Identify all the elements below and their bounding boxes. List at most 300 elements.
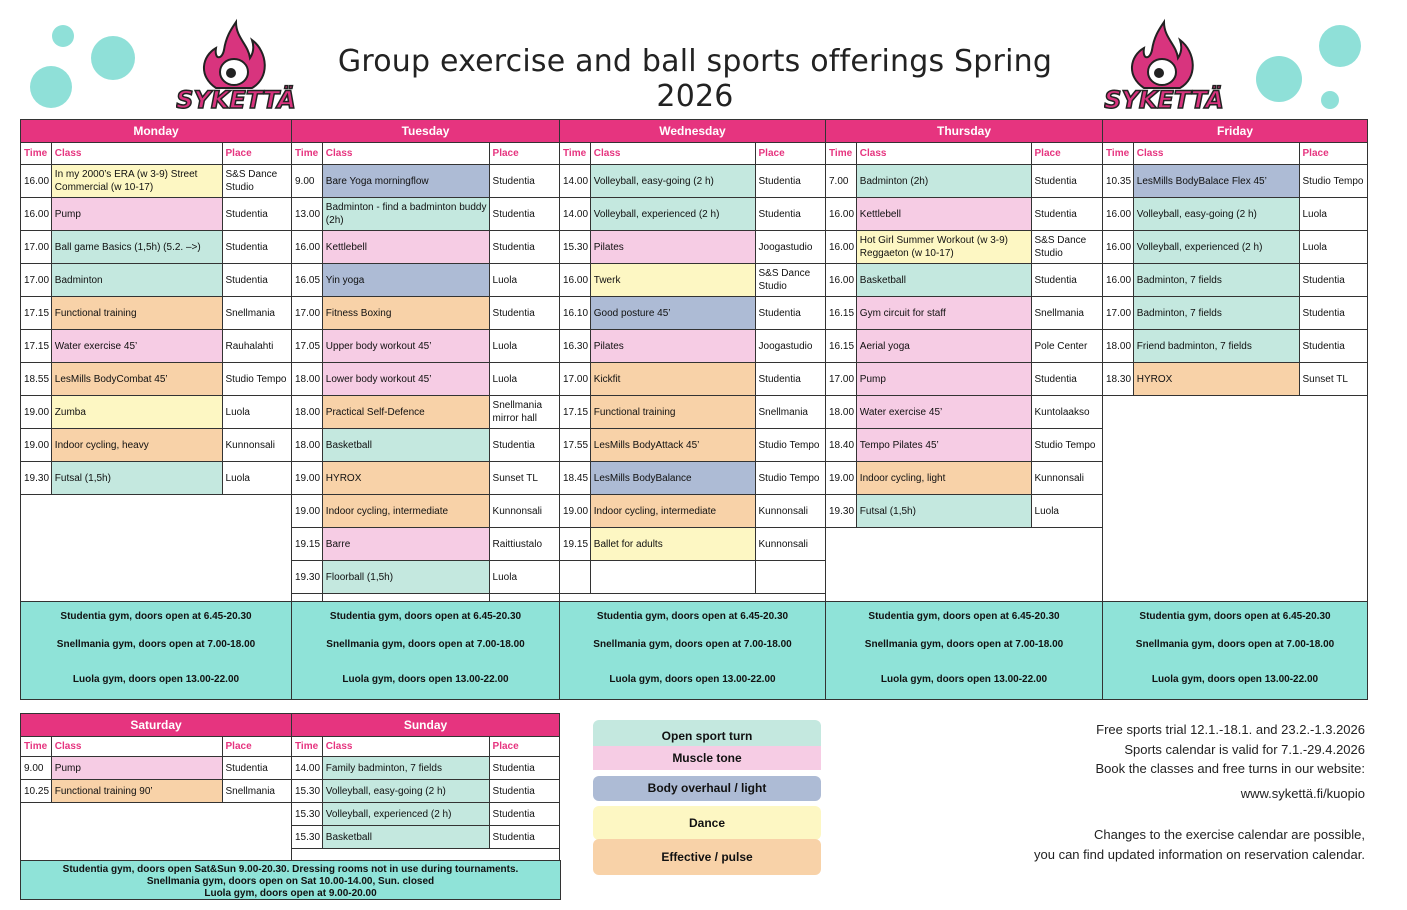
class-name: Volleyball, easy-going (2 h): [591, 165, 756, 197]
gym-hours-studentia: Studentia gym, doors open at 6.45-20.30: [329, 611, 522, 622]
column-header-class: Class: [52, 737, 223, 756]
column-header-class: Class: [1134, 143, 1300, 164]
schedule-row: [826, 495, 1102, 528]
class-place: Studentia: [1302, 340, 1345, 352]
class-name: Volleyball, experienced (2 h): [591, 198, 756, 230]
schedule-row: [292, 803, 559, 826]
class-place: Studentia: [1302, 307, 1345, 319]
class-name: Upper body workout 45’: [323, 330, 490, 362]
info-url[interactable]: www.sykettä.fi/kuopio: [1240, 785, 1365, 801]
empty-row: [560, 561, 825, 594]
schedule-row: [21, 198, 291, 231]
class-time: 19.00: [21, 429, 52, 461]
schedule-row: [292, 363, 559, 396]
class-time: 16.00: [1103, 198, 1134, 230]
class-place: Kunnonsali: [1034, 472, 1084, 484]
class-time: 16.00: [826, 231, 857, 263]
class-name: Functional training: [52, 297, 223, 329]
class-name: Yin yoga: [323, 264, 490, 296]
class-place: Studentia: [1302, 274, 1345, 286]
class-place: Kunnonsali: [225, 439, 275, 451]
schedule-row: [560, 396, 825, 429]
weekend-gym-luola: Luola gym, doors open at 9.00-20.00: [204, 888, 377, 899]
schedule-row: [826, 165, 1102, 198]
class-place: Joogastudio: [758, 340, 813, 352]
class-place: Studentia: [225, 762, 268, 774]
info-changes-block: [1034, 825, 1365, 864]
schedule-row: [1103, 330, 1367, 363]
class-place: Studentia: [225, 274, 268, 286]
schedule-row: [292, 330, 559, 363]
class-name: Kettlebell: [857, 198, 1032, 230]
gym-hours-wednesday: [559, 601, 826, 700]
day-column-wednesday: [559, 119, 826, 601]
class-time: 16.00: [826, 198, 857, 230]
class-name: LesMills BodyCombat 45’: [52, 363, 223, 395]
class-place: Studentia: [758, 373, 801, 385]
class-place: Studentia: [492, 762, 535, 774]
ball-icon: [52, 25, 74, 47]
schedule-row: [560, 528, 825, 561]
column-header-time: Time: [21, 737, 52, 756]
ball-icon: [91, 36, 135, 80]
class-place: Studio Tempo: [1034, 439, 1096, 451]
class-name: Pump: [52, 757, 223, 779]
class-name: Family badminton, 7 fields: [323, 757, 490, 779]
class-time: 16.00: [21, 165, 52, 197]
info-updated: you can find updated information on reservation calendar.: [1034, 846, 1365, 862]
column-header-time: Time: [292, 143, 323, 164]
class-place: Studentia: [492, 439, 535, 451]
day-header: Tuesday: [292, 120, 559, 143]
class-time: 16.15: [826, 330, 857, 362]
class-place: Pole Center: [1034, 340, 1088, 352]
gym-hours-snellmania: Snellmania gym, doors open at 7.00-18.00: [326, 639, 525, 650]
schedule-row: [1103, 231, 1367, 264]
gym-hours-luola: Luola gym, doors open 13.00-22.00: [72, 674, 240, 685]
weekend-gym-hours: [20, 860, 561, 900]
class-time: 15.30: [560, 231, 591, 263]
gym-hours-snellmania: Snellmania gym, doors open at 7.00-18.00: [1135, 639, 1335, 650]
column-header-place: Place: [492, 741, 519, 752]
class-time: 16.00: [826, 264, 857, 296]
class-name: Practical Self-Defence: [323, 396, 490, 428]
schedule-row: [292, 561, 559, 594]
schedule-row: [292, 297, 559, 330]
class-name: Lower body workout 45’: [323, 363, 490, 395]
column-header-class: Class: [323, 143, 490, 164]
class-time: 18.30: [1103, 363, 1134, 395]
schedule-row: [292, 780, 559, 803]
class-name: Badminton, 7 fields: [1134, 297, 1300, 329]
class-place: Studentia: [1034, 175, 1077, 187]
class-name: Indoor cycling, intermediate: [323, 495, 490, 527]
class-place: Studentia: [492, 208, 535, 220]
class-time: 19.00: [826, 462, 857, 494]
class-place: Sunset TL: [492, 472, 538, 484]
schedule-row: [826, 396, 1102, 429]
class-place: Studentia: [758, 208, 801, 220]
column-header-class: Class: [857, 143, 1032, 164]
class-place: Kunnonsali: [758, 505, 808, 517]
schedule-row: [21, 264, 291, 297]
class-name: Functional training: [591, 396, 756, 428]
class-place: Studentia: [758, 175, 801, 187]
column-header-time: Time: [560, 143, 591, 164]
ball-icon: [1319, 25, 1361, 67]
class-time: 15.30: [292, 826, 323, 848]
gym-hours-luola: Luola gym, doors open 13.00-22.00: [1151, 674, 1319, 685]
class-time: 19.00: [560, 495, 591, 527]
schedule-row: [826, 363, 1102, 396]
day-header: Thursday: [826, 120, 1102, 143]
schedule-row: [292, 231, 559, 264]
class-time: 18.00: [292, 363, 323, 395]
class-name: Bare Yoga morningflow: [323, 165, 490, 197]
class-name: Pump: [52, 198, 223, 230]
schedule-row: [292, 198, 559, 231]
column-headers: [292, 143, 559, 165]
class-place: Studio Tempo: [758, 439, 820, 451]
column-header-place: Place: [758, 148, 785, 159]
class-time: 18.45: [560, 462, 591, 494]
class-time: 18.40: [826, 429, 857, 461]
class-place: Luola: [492, 274, 517, 286]
class-time: 16.00: [21, 198, 52, 230]
schedule-row: [292, 264, 559, 297]
column-header-time: Time: [1103, 143, 1134, 164]
legend-open: Open sport turn: [593, 720, 821, 746]
class-place: Luola: [1302, 241, 1327, 253]
gym-hours-monday: [20, 601, 292, 700]
column-header-place: Place: [1034, 148, 1061, 159]
schedule-row: [560, 297, 825, 330]
legend-effective: Effective / pulse: [593, 839, 821, 875]
class-name: Basketball: [323, 429, 490, 461]
column-header-class: Class: [323, 737, 490, 756]
schedule-row: [560, 495, 825, 528]
class-name: Badminton, 7 fields: [1134, 264, 1300, 296]
gym-hours-tuesday: [291, 601, 560, 700]
class-name: Volleyball, experienced (2 h): [1134, 231, 1300, 263]
class-time: 17.15: [21, 297, 52, 329]
class-place: Kunnonsali: [492, 505, 543, 517]
class-name: Functional training 90’: [52, 780, 223, 802]
legend-muscle: Muscle tone: [593, 746, 821, 770]
class-time: 13.00: [292, 198, 323, 230]
day-header: Sunday: [292, 714, 559, 737]
class-time: 16.00: [292, 231, 323, 263]
schedule-row: [21, 297, 291, 330]
day-column-thursday: [825, 119, 1103, 601]
schedule-row: [21, 165, 291, 198]
class-place: Studio Tempo: [1302, 175, 1364, 187]
class-place: Luola: [492, 340, 517, 352]
column-headers: [826, 143, 1102, 165]
schedule-row: [560, 363, 825, 396]
class-name: Friend badminton, 7 fields: [1134, 330, 1300, 362]
class-time: 15.30: [292, 803, 323, 825]
gym-hours-studentia: Studentia gym, doors open at 6.45-20.30: [868, 611, 1060, 622]
gym-hours-studentia: Studentia gym, doors open at 6.45-20.30: [60, 611, 252, 622]
schedule-row: [826, 297, 1102, 330]
class-place: Kuntolaakso: [1034, 406, 1090, 418]
class-name: Ballet for adults: [591, 528, 756, 560]
schedule-row: [21, 757, 291, 780]
class-time: 10.25: [21, 780, 52, 802]
class-name: Ball game Basics (1,5h) (5.2. –>): [52, 231, 223, 263]
day-header: Saturday: [21, 714, 291, 737]
class-place: Luola: [1034, 505, 1059, 517]
schedule-row: [1103, 363, 1367, 396]
schedule-row: [21, 231, 291, 264]
ball-icon: [30, 66, 72, 108]
class-place: Rauhalahti: [225, 340, 274, 352]
class-time: 19.15: [560, 528, 591, 560]
class-place: Studentia: [1034, 373, 1077, 385]
class-time: 17.55: [560, 429, 591, 461]
class-name: LesMills BodyBalace Flex 45’: [1134, 165, 1300, 197]
schedule-row: [560, 165, 825, 198]
legend-dance: Dance: [593, 806, 821, 840]
class-place: Studentia: [225, 208, 268, 220]
gym-hours-snellmania: Snellmania gym, doors open at 7.00-18.00: [864, 639, 1064, 650]
schedule-row: [826, 231, 1102, 264]
class-place: Luola: [225, 472, 250, 484]
class-time: 18.00: [826, 396, 857, 428]
schedule-row: [560, 462, 825, 495]
class-place: Studentia: [225, 241, 268, 253]
class-place: Snellmania: [225, 307, 275, 319]
class-name: Futsal (1,5h): [52, 462, 223, 494]
class-time: 16.00: [1103, 264, 1134, 296]
class-time: 19.30: [21, 462, 52, 494]
schedule-row: [1103, 264, 1367, 297]
column-header-place: Place: [492, 148, 519, 159]
schedule-row: [292, 528, 559, 561]
day-header: Wednesday: [560, 120, 825, 143]
class-time: 14.00: [560, 165, 591, 197]
class-place: Studentia: [1034, 208, 1077, 220]
schedule-row: [292, 462, 559, 495]
class-time: 18.55: [21, 363, 52, 395]
class-time: 19.15: [292, 528, 323, 560]
schedule-row: [826, 462, 1102, 495]
class-time: 17.00: [292, 297, 323, 329]
class-time: 17.00: [560, 363, 591, 395]
class-name: Indoor cycling, intermediate: [591, 495, 756, 527]
class-time: 14.00: [292, 757, 323, 779]
gym-hours-snellmania: Snellmania gym, doors open at 7.00-18.00: [593, 639, 792, 650]
class-name: Twerk: [591, 264, 756, 296]
class-time: 14.00: [560, 198, 591, 230]
class-name: Pilates: [591, 231, 756, 263]
class-time: 18.00: [1103, 330, 1134, 362]
schedule-row: [826, 198, 1102, 231]
schedule-row: [21, 396, 291, 429]
day-column-friday: [1102, 119, 1368, 601]
schedule-row: [292, 826, 559, 849]
class-name: Gym circuit for staff: [857, 297, 1032, 329]
schedule-row: [21, 462, 291, 495]
gym-hours-luola: Luola gym, doors open 13.00-22.00: [342, 674, 509, 685]
class-place: Studentia: [1034, 274, 1077, 286]
column-headers: [560, 143, 825, 165]
class-name: Water exercise 45’: [52, 330, 223, 362]
class-time: 17.05: [292, 330, 323, 362]
class-name: Indoor cycling, light: [857, 462, 1032, 494]
class-time: 16.05: [292, 264, 323, 296]
gym-hours-studentia: Studentia gym, doors open at 6.45-20.30: [596, 611, 789, 622]
gym-hours-thursday: [825, 601, 1103, 700]
class-name: HYROX: [323, 462, 490, 494]
class-time: 17.15: [560, 396, 591, 428]
class-name: Floorball (1,5h): [323, 561, 490, 593]
info-valid: Sports calendar is valid for 7.1.-29.4.2026: [1124, 741, 1365, 757]
class-name: Hot Girl Summer Workout (w 3-9) Reggaeton (w 10-17): [857, 231, 1032, 263]
class-place: Studentia: [492, 785, 535, 797]
class-time: 17.00: [21, 264, 52, 296]
schedule-row: [1103, 165, 1367, 198]
schedule-row: [292, 495, 559, 528]
class-place: S&S Dance Studio: [1034, 235, 1087, 259]
schedule-row: [21, 330, 291, 363]
class-place: S&S Dance Studio: [758, 268, 811, 292]
day-column-monday: [20, 119, 292, 601]
page-title: Group exercise and ball sports offerings Spring 2026: [337, 44, 1053, 114]
day-column-sunday: [291, 713, 560, 860]
column-header-class: Class: [52, 143, 223, 164]
class-name: Pilates: [591, 330, 756, 362]
gym-hours-snellmania: Snellmania gym, doors open at 7.00-18.00: [56, 639, 256, 650]
class-name: Pump: [857, 363, 1032, 395]
logo-text: SYKETTÄ: [176, 86, 296, 114]
class-time: 16.15: [826, 297, 857, 329]
gym-hours-friday: [1102, 601, 1368, 700]
column-headers: [292, 737, 559, 757]
schedule-row: [560, 330, 825, 363]
class-place: Snellmania mirror hall: [492, 400, 543, 424]
class-place: Luola: [492, 571, 517, 583]
schedule-row: [826, 429, 1102, 462]
class-name: Good posture 45’: [591, 297, 756, 329]
day-column-tuesday: [291, 119, 560, 601]
class-name: Kickfit: [591, 363, 756, 395]
class-time: 18.00: [292, 396, 323, 428]
class-place: Luola: [1302, 208, 1327, 220]
schedule-row: [826, 264, 1102, 297]
column-header-time: Time: [826, 143, 857, 164]
schedule-row: [21, 780, 291, 803]
schedule-row: [1103, 198, 1367, 231]
class-place: Studentia: [492, 241, 535, 253]
class-name: Badminton - find a badminton buddy (2h): [323, 198, 490, 230]
class-place: S&S Dance Studio: [225, 169, 278, 193]
class-time: 16.00: [560, 264, 591, 296]
class-name: Barre: [323, 528, 490, 560]
class-time: 17.00: [1103, 297, 1134, 329]
column-header-place: Place: [1302, 148, 1329, 159]
ball-icon: [1256, 56, 1302, 102]
class-name: Badminton (2h): [857, 165, 1032, 197]
syketta-logo-right: [1104, 16, 1224, 116]
schedule-row: [560, 264, 825, 297]
class-time: 17.00: [21, 231, 52, 263]
class-place: Kunnonsali: [758, 538, 808, 550]
class-time: 19.30: [826, 495, 857, 527]
column-header-time: Time: [21, 143, 52, 164]
class-name: LesMills BodyAttack 45’: [591, 429, 756, 461]
class-name: Tempo Pilates 45’: [857, 429, 1032, 461]
class-place: Luola: [225, 406, 250, 418]
class-time: 16.10: [560, 297, 591, 329]
class-place: Studentia: [758, 307, 801, 319]
schedule-row: [1103, 297, 1367, 330]
column-header-place: Place: [225, 148, 252, 159]
column-headers: [1103, 143, 1367, 165]
class-place: Snellmania: [1034, 307, 1084, 319]
class-name: Kettlebell: [323, 231, 490, 263]
legend-body: Body overhaul / light: [593, 776, 821, 801]
class-time: 17.15: [21, 330, 52, 362]
column-header-class: Class: [591, 143, 756, 164]
schedule-row: [292, 429, 559, 462]
ball-icon: [1321, 91, 1339, 109]
class-time: 19.00: [21, 396, 52, 428]
class-name: Volleyball, easy-going (2 h): [1134, 198, 1300, 230]
class-place: Raittiustalo: [492, 538, 542, 550]
class-time: 19.00: [292, 462, 323, 494]
schedule-row: [560, 429, 825, 462]
class-name: Basketball: [857, 264, 1032, 296]
info-trial: Free sports trial 12.1.-18.1. and 23.2.-1.3.2026: [1096, 722, 1365, 737]
class-time: 15.30: [292, 780, 323, 802]
class-name: HYROX: [1134, 363, 1300, 395]
class-time: 16.00: [1103, 231, 1134, 263]
class-time: 19.00: [292, 495, 323, 527]
schedule-row: [21, 429, 291, 462]
class-place: Snellmania: [758, 406, 808, 418]
class-time: 7.00: [826, 165, 857, 197]
weekend-gym-studentia: Studentia gym, doors open Sat&Sun 9.00-20.30. Dressing rooms not in use during tournaments.: [62, 864, 519, 875]
column-headers: [21, 737, 291, 757]
schedule-row: [560, 198, 825, 231]
class-time: 19.30: [292, 561, 323, 593]
class-place: Studio Tempo: [758, 472, 820, 484]
class-place: Studentia: [492, 307, 535, 319]
class-time: 9.00: [292, 165, 323, 197]
class-name: Volleyball, experienced (2 h): [323, 803, 490, 825]
schedule-row: [292, 757, 559, 780]
schedule-row: [292, 396, 559, 429]
column-headers: [21, 143, 291, 165]
column-header-time: Time: [292, 737, 323, 756]
class-name: LesMills BodyBalance: [591, 462, 756, 494]
day-column-saturday: [20, 713, 292, 860]
schedule-row: [292, 165, 559, 198]
class-name: Indoor cycling, heavy: [52, 429, 223, 461]
class-place: Studentia: [492, 175, 535, 187]
class-place: Luola: [492, 373, 517, 385]
class-time: 17.00: [826, 363, 857, 395]
day-header: Friday: [1103, 120, 1367, 143]
class-name: In my 2000’s ERA (w 3-9) Street Commercial (w 10-17): [52, 165, 223, 197]
weekend-gym-snellmania: Snellmania gym, doors open on Sat 10.00-14.00, Sun. closed: [146, 876, 435, 887]
class-name: Aerial yoga: [857, 330, 1032, 362]
class-time: 10.35: [1103, 165, 1134, 197]
class-name: Basketball: [323, 826, 490, 848]
info-book: Book the classes and free turns in our website:: [1095, 761, 1365, 776]
